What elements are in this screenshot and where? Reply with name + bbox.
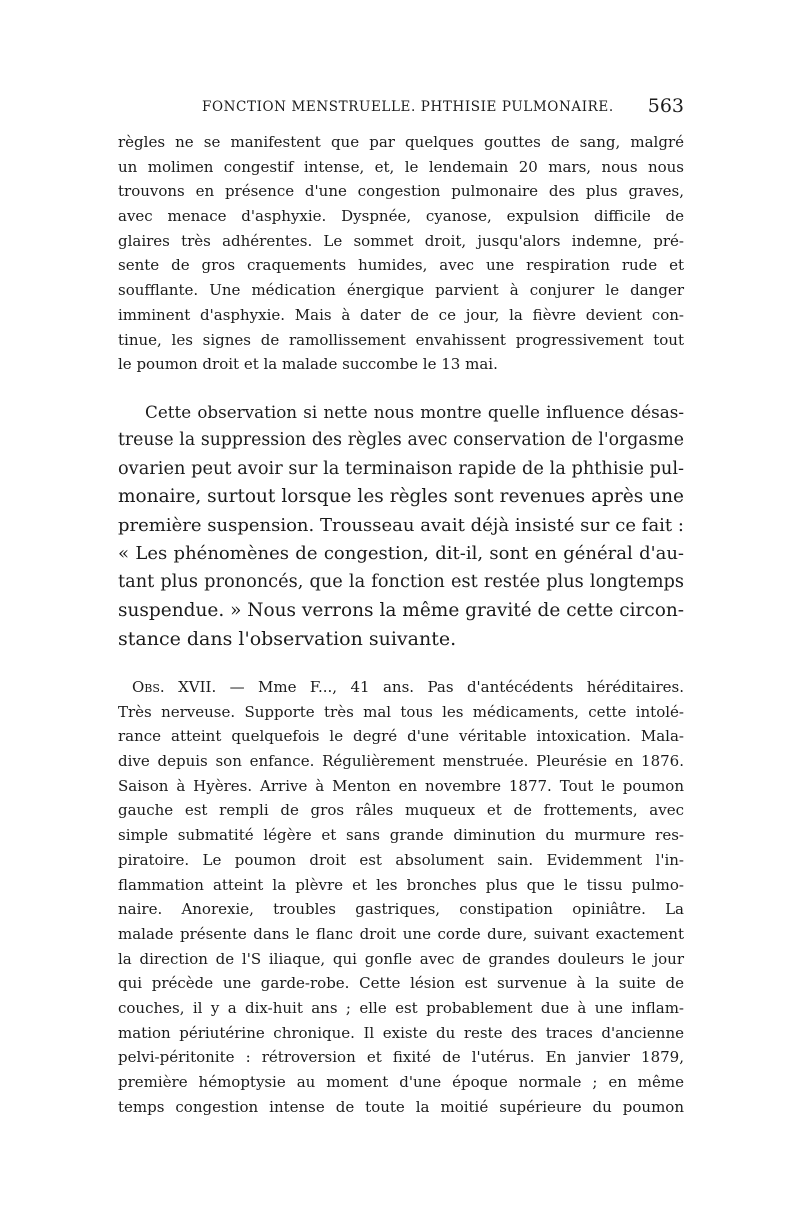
paragraph-commentary — [118, 398, 684, 654]
text-line: tinue, les signes de ramollissement envahissent progressivement tout — [118, 330, 684, 349]
observation-xvii — [118, 675, 684, 1119]
text-line: « Les phénomènes de congestion, dit-il, sont en général d'au- — [118, 542, 684, 564]
text-line: qui précède une garde-robe. Cette lésion est survenue à la suite de — [118, 974, 684, 993]
text-line: règles ne se manifestent que par quelques gouttes de sang, malgré — [118, 133, 684, 151]
page-header — [118, 96, 684, 122]
text-line: couches, il y a dix-huit ans ; elle est probablement due à une inflam- — [118, 998, 684, 1017]
text-line: stance dans l'observation suivante. — [118, 628, 457, 651]
paragraph-continuation — [118, 130, 684, 377]
text-line: Saison à Hyères. Arrive à Menton en novembre 1877. Tout le poumon — [118, 776, 684, 795]
text-line: Cette observation si nette nous montre quelle influence désas- — [145, 402, 684, 422]
text-line: ovarien peut avoir sur la terminaison rapide de la phthisie pul- — [118, 458, 684, 479]
text-line: flammation atteint la plèvre et les bronches plus que le tissu pulmo- — [118, 875, 684, 894]
text-line: monaire, surtout lorsque les règles sont revenues après une — [118, 486, 684, 508]
text-line: tant plus prononcés, que la fonction est restée plus longtemps — [118, 572, 684, 593]
text-line: malade présente dans le flanc droit une corde dure, suivant exactement — [118, 924, 684, 943]
text-line: première suspension. Trousseau avait déjà insisté sur ce fait : — [118, 514, 684, 536]
text-line: trouvons en présence d'une congestion pulmonaire des plus graves, — [118, 182, 684, 201]
page-number: 563 — [647, 95, 684, 117]
text-line: Très nerveuse. Supporte très mal tous les médicaments, cette intolé- — [118, 702, 684, 721]
text-line: glaires très adhérentes. Le sommet droit, jusqu'alors indemne, pré- — [118, 231, 684, 250]
text-line: la direction de l'S iliaque, qui gonfle avec de grandes douleurs le jour — [118, 949, 684, 968]
text-line: pelvi-péritonite : rétroversion et fixité de l'utérus. En janvier 1879, — [118, 1048, 684, 1067]
text-line — [118, 675, 684, 700]
text-line: avec menace d'asphyxie. Dyspnée, cyanose, expulsion difficile de — [118, 207, 684, 226]
text-line: mation périutérine chronique. Il existe du reste des traces d'ancienne — [118, 1023, 684, 1042]
observation-intro: — Mme F..., 41 ans. Pas d'antécédents héréditaires. — [216, 678, 684, 696]
text-line: treuse la suppression des règles avec conservation de l'orgasme — [118, 430, 684, 451]
text-line: soufflante. Une médication énergique parvient à conjurer le danger — [118, 281, 684, 300]
text-line: le poumon droit et la malade succombe le 13 mai. — [118, 355, 498, 374]
text-line: un molimen congestif intense, et, le lendemain 20 mars, nous nous — [118, 157, 684, 176]
text-line: piratoire. Le poumon droit est absolument sain. Evidemment l'in- — [118, 850, 684, 869]
text-line: suspendue. » Nous verrons la même gravité de cette circon- — [118, 599, 684, 621]
text-line: simple submatité légère et sans grande diminution du murmure res- — [118, 826, 684, 845]
text-line: gauche est rempli de gros râles muqueux et de frottements, avec — [118, 801, 684, 820]
text-line: sente de gros craquements humides, avec une respiration rude et — [118, 256, 684, 275]
text-line: rance atteint quelquefois le degré d'une véritable intoxication. Mala- — [118, 727, 684, 746]
text-line: imminent d'asphyxie. Mais à dater de ce jour, la fièvre devient con- — [118, 305, 684, 324]
text-line: dive depuis son enfance. Régulièrement menstruée. Pleurésie en 1876. — [118, 752, 684, 771]
observation-label: Obs. XVII. — [132, 678, 217, 696]
running-title: FONCTION MENSTRUELLE. PHTHISIE PULMONAIRE. — [202, 99, 614, 115]
text-line: première hémoptysie au moment d'une époque normale ; en même — [118, 1073, 684, 1091]
text-line: naire. Anorexie, troubles gastriques, constipation opiniâtre. La — [118, 900, 684, 919]
text-line: temps congestion intense de toute la moitié supérieure du poumon — [118, 1097, 684, 1116]
